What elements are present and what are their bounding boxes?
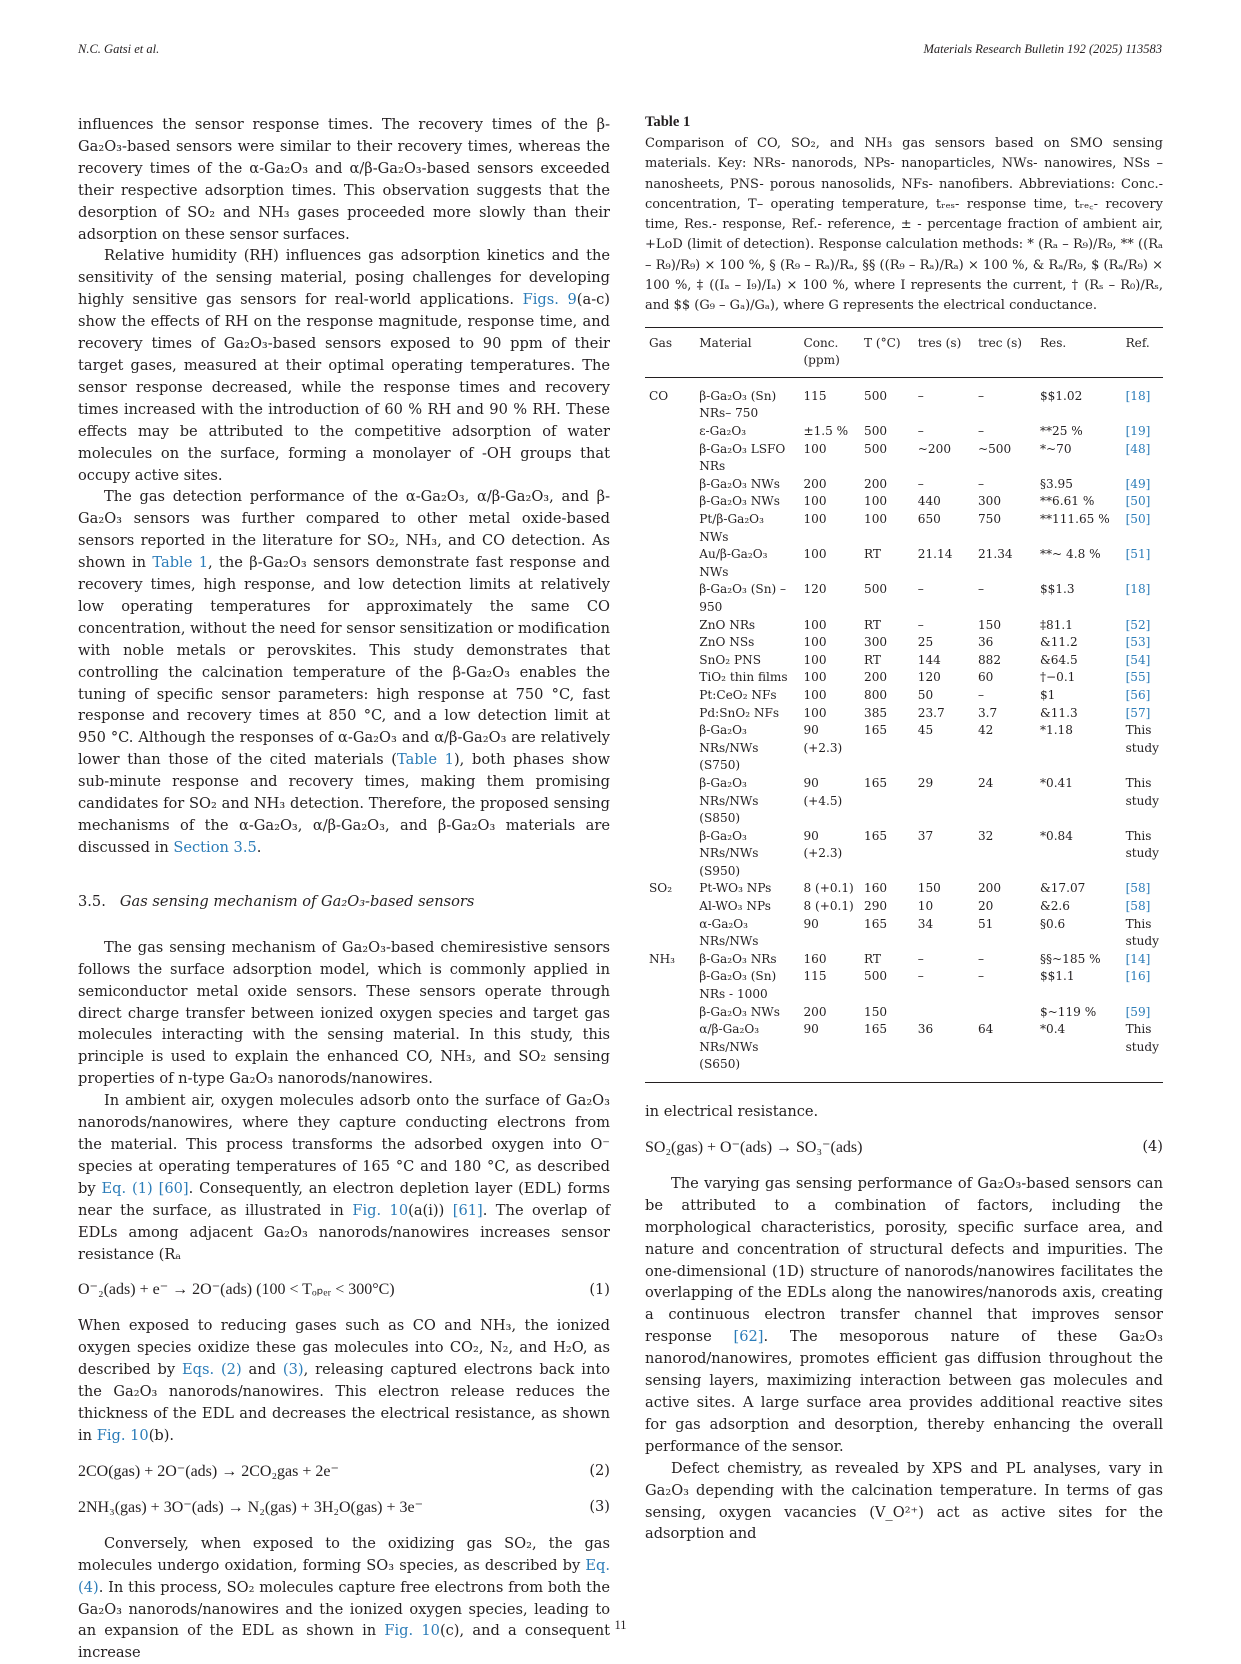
table-cell: [645, 423, 695, 441]
table-cell: 500: [864, 388, 888, 403]
table-caption: Comparison of CO, SO₂, and NH₃ gas sensors based on SMO sensing materials. Key: NRs- nanorods, NPs- nanoparticles, NWs- nanowires, NSs – nanosheets, PNS- porous nanosolids, NFs- nanofibers. Abbreviations: Conc.- concentration, T– operating temperature, tᵣₑₛ- response time, tᵣₑ꜀- recovery time, Res.- response, Ref.- reference, ± - percentage fraction of ambient air, +LoD (limit of detection). Response calculation methods: * (Rₐ – R₉)/R₉, ** ((Rₐ – R₉)/R₉) × 100 %, § (R₉ – Rₐ)/Rₐ, §§ ((R₉ – Rₐ)/Rₐ) × 100 %, & Rₐ/R₉, $ (Rₐ/R₉) × 100 %, ‡ ((Iₐ – I₉)/Iₐ) × 100 %, where I represents the current, † (Rₛ – R₀)/Rₛ, and $$ (G₉ – Gₐ)/Gₐ), where G represents the electrical conductance.: [645, 136, 1163, 314]
table-cell: [645, 441, 695, 476]
table-cell: β-Ga₂O₃ (Sn) NRs - 1000: [699, 969, 777, 1002]
table-row: [645, 423, 1163, 441]
table-cell[interactable]: [59]: [1125, 1004, 1151, 1019]
column-header: Material: [699, 335, 752, 350]
table-cell: –: [977, 424, 985, 439]
table-cell: Al-WO₃ NPs: [699, 899, 771, 914]
table-cell: 800: [864, 687, 888, 702]
table-cell[interactable]: [51]: [1125, 547, 1151, 562]
table-cell[interactable]: [54]: [1125, 652, 1151, 667]
table-cell: This study: [1125, 723, 1160, 755]
table-cell: ~200: [917, 441, 952, 456]
table-row: [645, 898, 1163, 916]
paragraph: [78, 1315, 610, 1446]
table-row: [645, 1021, 1163, 1082]
table-cell: 100: [803, 494, 827, 509]
table-cell: 150: [864, 1004, 888, 1019]
text: In ambient air, oxygen molecules adsorb onto the surface of Ga₂O₃ nanorods/nanowires, where they capture conducting electrons from the material. This process transforms the adsorbed oxygen into O⁻ species at operating temperatures of 165 °C and 180 °C, as described by: [78, 1092, 610, 1197]
table-row: [645, 828, 1163, 881]
table-cell: [645, 705, 695, 723]
table-cell: 36: [977, 635, 994, 650]
text: Conversely, when exposed to the oxidizing gas SO₂, the gas molecules undergo oxidation, forming SO₃ species, as described by: [78, 1534, 610, 1574]
equation-number: (3): [589, 1498, 610, 1516]
table-cell: $~119 %: [1039, 1004, 1097, 1019]
table-cell: RT: [864, 951, 881, 966]
table-cell: 160: [803, 951, 827, 966]
table-cell: *1.18: [1039, 723, 1073, 738]
equation-text: 2CO(gas) + 2O⁻(ads) → 2CO₂gas + 2e⁻: [78, 1462, 339, 1480]
table-row: [645, 511, 1163, 546]
table-cell: 300: [864, 635, 888, 650]
table-cell: β-Ga₂O₃ NRs/NWs (S950): [699, 828, 759, 878]
table-cell: 34: [917, 916, 934, 931]
table-cell: ‡81.1: [1039, 617, 1073, 632]
table-cell: 64: [977, 1022, 994, 1037]
table-cell[interactable]: [52]: [1125, 617, 1151, 632]
table-cell: **25 %: [1039, 424, 1083, 439]
column-header: Ref.: [1125, 335, 1150, 350]
table-cell: 8 (+0.1): [803, 899, 854, 914]
table-cell: β-Ga₂O₃ (Sn) – 950: [699, 582, 787, 614]
table-cell[interactable]: [53]: [1125, 635, 1151, 650]
table-cell: 144: [917, 652, 941, 667]
table-cell[interactable]: [48]: [1125, 441, 1151, 456]
comparison-table: [645, 327, 1163, 1083]
table-cell: ±1.5 %: [803, 424, 849, 439]
table-cell[interactable]: [19]: [1125, 424, 1151, 439]
table-cell[interactable]: [55]: [1125, 670, 1151, 685]
table-cell: [645, 511, 695, 546]
table-cell: 100: [803, 617, 827, 632]
table-cell: Pt-WO₃ NPs: [699, 881, 772, 896]
table-cell: 10: [917, 899, 934, 914]
table-cell: 165: [864, 723, 888, 738]
table-cell: **111.65 %: [1039, 512, 1110, 527]
table-cell: β-Ga₂O₃ NRs: [699, 951, 777, 966]
column-header: tres (s): [917, 335, 962, 350]
table-cell: RT: [864, 652, 881, 667]
table-cell[interactable]: [49]: [1125, 476, 1151, 491]
table-body: [645, 377, 1163, 1082]
paragraph: influences the sensor response times. The recovery times of the β-Ga₂O₃-based sensors were similar to their recovery times, whereas the recovery times of the α-Ga₂O₃ and α/β-Ga₂O₃-based sensors exceeded their respective adsorption times. This observation suggests that the desorption of SO₂ and NH₃ gases proceeded more slowly than their adsorption on these sensor surfaces.: [78, 116, 610, 243]
table-cell: **~ 4.8 %: [1039, 547, 1101, 562]
equation-link[interactable]: (3): [282, 1361, 304, 1379]
table-cell: 50: [917, 687, 934, 702]
paragraph: [645, 1173, 1163, 1458]
table-cell: β-Ga₂O₃ (Sn) NRs– 750: [699, 388, 777, 421]
table-cell: §§~185 %: [1039, 951, 1101, 966]
table-cell: *~70: [1039, 441, 1072, 456]
column-header: Gas: [649, 335, 673, 350]
table-cell: 100: [803, 512, 827, 527]
table-cell: ε-Ga₂O₃: [699, 424, 747, 439]
table-row: [645, 968, 1163, 1003]
table-row: [645, 669, 1163, 687]
table-row: [645, 617, 1163, 635]
table-cell: §0.6: [1039, 916, 1066, 931]
table-cell: [914, 1004, 974, 1022]
table-cell: [645, 898, 695, 916]
table-cell: $1: [1039, 687, 1056, 702]
table-cell: 24: [977, 775, 994, 790]
table-cell: *0.84: [1039, 828, 1073, 843]
paragraph: [78, 1090, 610, 1265]
paragraph: [78, 486, 610, 858]
equation-number: (2): [589, 1462, 610, 1480]
column-header: trec (s): [977, 335, 1023, 350]
table-cell: 21.14: [917, 547, 953, 562]
table-cell: [645, 634, 695, 652]
table-cell: β-Ga₂O₃ NWs: [699, 494, 780, 509]
table-cell: 200: [864, 670, 888, 685]
table-cell: 120: [917, 670, 941, 685]
table-row: [645, 493, 1163, 511]
table-cell: 100: [803, 687, 827, 702]
table-cell: 36: [917, 1022, 934, 1037]
table-row: [645, 880, 1163, 898]
table-cell: 37: [917, 828, 934, 843]
table-cell: –: [917, 617, 924, 632]
table-cell: 200: [864, 476, 888, 491]
table-cell: 100: [803, 652, 827, 667]
table-cell: RT: [864, 617, 881, 632]
table-cell: [645, 916, 695, 951]
table-cell: β-Ga₂O₃ LSFO NRs: [699, 441, 786, 474]
equation-number: (1): [589, 1280, 610, 1298]
table-cell: &64.5: [1039, 652, 1078, 667]
table-cell: [645, 617, 695, 635]
table-cell: $$1.3: [1039, 582, 1075, 597]
text: (a-c) show the effects of RH on the response magnitude, response time, and recovery times of Ga₂O₃-based sensors exposed to 90 ppm of their target gases, measured at their optimal operating temperatures. The sensor response decreased, while the response times and recovery times increased with the introduction of 60 % RH and 90 % RH. These effects may be attributed to the competitive adsorption of water molecules on the surface, forming a monolayer of -OH groups that occupy active sites.: [78, 291, 610, 484]
left-column: [78, 114, 610, 1664]
table-cell: 25: [917, 635, 934, 650]
table-cell: 115: [803, 969, 827, 984]
table-link[interactable]: Table 1: [397, 751, 454, 769]
section-link[interactable]: Section 3.5: [173, 838, 257, 856]
table-cell: 500: [864, 424, 888, 439]
text: and: [248, 1361, 276, 1379]
table-cell: **6.61 %: [1039, 494, 1095, 509]
table-cell: –: [977, 951, 985, 966]
paragraph: Defect chemistry, as revealed by XPS and PL analyses, vary in Ga₂O₃ depending with the calcination temperature. In terms of gas sensing, oxygen vacancies (V_O²⁺) act as active sites for the adsorption and: [645, 1459, 1163, 1543]
table-cell: –: [977, 582, 985, 597]
table-cell: Pt/β-Ga₂O₃ NWs: [699, 512, 764, 544]
table-cell: [645, 722, 695, 775]
table-cell: –: [917, 951, 924, 966]
table-cell[interactable]: [50]: [1125, 494, 1151, 509]
table-cell: 100: [803, 547, 827, 562]
table-row: [645, 722, 1163, 775]
table-cell: RT: [864, 547, 881, 562]
table-cell: –: [917, 476, 924, 491]
table-cell[interactable]: [18]: [1125, 388, 1151, 403]
equation-link[interactable]: Eq. (4): [78, 1556, 610, 1596]
table-cell: 500: [864, 969, 888, 984]
column-header: Conc. (ppm): [803, 335, 840, 368]
table-cell: &2.6: [1039, 899, 1070, 914]
table-title: Table 1: [645, 114, 691, 130]
text: .: [256, 838, 262, 856]
citation-link[interactable]: [60]: [158, 1179, 189, 1197]
text: . In this process, SO₂ molecules capture free electrons from both the Ga₂O₃ nanorods/nanowires and the ionized oxygen species, leading to an expansion of the EDL as shown in: [78, 1578, 610, 1640]
equation-number: (4): [1142, 1138, 1163, 1156]
equation-text: O⁻₂(ads) + e⁻ → 2O⁻(ads) (100 < Tₒₚₑᵣ < 300°C): [78, 1281, 395, 1299]
table-cell: –: [917, 388, 924, 403]
table-link[interactable]: Table 1: [152, 554, 208, 572]
table-cell[interactable]: [58]: [1125, 899, 1151, 914]
table-cell: 32: [977, 828, 994, 843]
table-cell: This study: [1125, 916, 1160, 949]
table-cell: α-Ga₂O₃ NRs/NWs: [699, 916, 759, 949]
table-cell: SnO₂ PNS: [699, 652, 761, 667]
table-cell[interactable]: [56]: [1125, 687, 1151, 702]
table-cell: TiO₂ thin films: [699, 670, 788, 685]
table-cell: [645, 1004, 695, 1022]
table-cell: *0.41: [1039, 775, 1073, 790]
column-header: T (°C): [864, 335, 901, 350]
text: ), both phases show sub-minute response and recovery times, making them promising candidates for SO₂ and NH₃ detection. Therefore, the proposed sensing mechanisms of the α-Ga₂O₃, α/β-Ga₂O₃, and β-Ga₂O₃ materials are discussed in: [78, 751, 611, 856]
table-cell: –: [917, 424, 924, 439]
table-cell: 20: [977, 899, 994, 914]
table-cell: 51: [977, 916, 994, 931]
table-header-row: [645, 327, 1163, 377]
table-row: [645, 775, 1163, 828]
table-row: [645, 687, 1163, 705]
table-cell: –: [977, 476, 985, 491]
citation-link[interactable]: [62]: [733, 1328, 764, 1346]
table-cell: 160: [864, 881, 888, 896]
table-row: [645, 951, 1163, 969]
equation-link[interactable]: Eqs. (2): [181, 1361, 242, 1379]
table-cell: [645, 546, 695, 581]
table-cell: β-Ga₂O₃ NRs/NWs (S750): [699, 723, 759, 773]
equation-text: SO₂(gas) + O⁻(ads) → SO₃⁻(ads): [645, 1138, 863, 1156]
table-row: [645, 705, 1163, 723]
table-cell: 200: [803, 1004, 827, 1019]
figure-link[interactable]: Fig. 10: [352, 1201, 409, 1219]
text: The gas detection performance of the α-Ga₂O₃, α/β-Ga₂O₃, and β-Ga₂O₃ sensors was further compared to other metal oxide-based sensors reported in the literature for SO₂, NH₃, and CO detection. As shown in: [78, 488, 610, 572]
figure-link[interactable]: Figs. 9: [522, 291, 577, 309]
table-cell: 385: [864, 705, 888, 720]
table-cell: 100: [803, 635, 827, 650]
table-cell: 290: [864, 899, 888, 914]
table-cell: β-Ga₂O₃ NRs/NWs (S850): [699, 775, 759, 826]
page-number: 11: [614, 1618, 627, 1632]
table-cell: 100: [864, 494, 888, 509]
table-cell: $$1.1: [1039, 969, 1075, 984]
table-row: [645, 377, 1163, 423]
table-row: [645, 1004, 1163, 1022]
table-cell: $$1.02: [1039, 388, 1083, 403]
table-cell: 90 (+2.3): [803, 723, 843, 755]
table-row: [645, 476, 1163, 494]
text: , releasing captured electrons back into the Ga₂O₃ nanorods/nanowires. This electron release reduces the thickness of the EDL and decreases the electrical resistance, as shown in: [78, 1361, 610, 1444]
text: Relative humidity (RH) influences gas adsorption kinetics and the sensitivity of the sensing material, posing challenges for developing highly sensitive gas sensors for real-world applications.: [78, 247, 610, 309]
citation-link[interactable]: [61]: [452, 1201, 483, 1219]
table-cell: 150: [917, 881, 941, 896]
table-cell: –: [917, 969, 924, 984]
table-cell: Pd:SnO₂ NFs: [699, 705, 780, 720]
table-cell: 882: [977, 652, 1002, 667]
table-cell: 500: [864, 441, 888, 456]
section-number: 3.5.: [78, 892, 106, 910]
table-cell: 165: [864, 775, 888, 790]
table-row: [645, 634, 1163, 652]
equation-1: [78, 1279, 610, 1299]
text: When exposed to reducing gases such as CO and NH₃, the ionized oxygen species oxidize these gas molecules into CO₂, N₂, and H₂O, as described by: [78, 1317, 610, 1379]
table-cell[interactable]: [50]: [1125, 512, 1151, 527]
section-heading: [78, 893, 610, 910]
table-cell: [645, 687, 695, 705]
table-cell: 165: [864, 828, 888, 843]
table-cell: &11.2: [1039, 635, 1078, 650]
table-cell: ~500: [977, 441, 1012, 456]
table-cell: 60: [977, 670, 994, 685]
table-cell: 440: [917, 494, 941, 509]
table-cell[interactable]: [57]: [1125, 705, 1151, 720]
table-cell: This study: [1125, 1022, 1160, 1054]
table-cell: –: [917, 582, 924, 597]
table-cell: This study: [1125, 775, 1160, 808]
table-cell: 100: [803, 670, 827, 685]
table-cell: &11.3: [1039, 705, 1078, 720]
table-cell: 100: [803, 705, 827, 720]
paragraph: in electrical resistance.: [645, 1103, 819, 1121]
equation-2: [78, 1461, 610, 1481]
running-header-journal: Materials Research Bulletin 192 (2025) 113583: [923, 42, 1162, 56]
running-header-authors: N.C. Gatsi et al.: [78, 42, 160, 56]
table-cell: α/β-Ga₂O₃ NRs/NWs (S650): [699, 1022, 760, 1072]
table-cell: SO₂: [649, 881, 673, 896]
equation-link[interactable]: Eq. (1): [101, 1179, 153, 1197]
table-cell: Pt:CeO₂ NFs: [699, 687, 777, 702]
table-row: [645, 652, 1163, 670]
table-cell: Au/β-Ga₂O₃ NWs: [699, 547, 768, 579]
text: (c), and a consequent increase: [78, 1622, 611, 1662]
table-cell: [645, 581, 695, 616]
table-row: [645, 441, 1163, 476]
table-cell: 750: [977, 512, 1002, 527]
table-cell: [645, 652, 695, 670]
table-cell: 90 (+4.5): [803, 775, 843, 808]
table-cell: 90: [803, 1022, 819, 1037]
table-cell: 42: [977, 723, 994, 738]
equation-4: [645, 1137, 1163, 1157]
table-cell[interactable]: [58]: [1125, 881, 1151, 896]
table-cell: 150: [977, 617, 1002, 632]
table-cell: 45: [917, 723, 934, 738]
table-row: [645, 546, 1163, 581]
table-cell[interactable]: [14]: [1125, 951, 1151, 966]
table-cell[interactable]: [18]: [1125, 582, 1151, 597]
table-cell: –: [977, 388, 985, 403]
equation-3: [78, 1497, 610, 1517]
table-cell: 500: [864, 582, 888, 597]
table-row: [645, 916, 1163, 951]
table-cell: [645, 476, 695, 494]
table-cell: [645, 828, 695, 881]
column-header: Res.: [1039, 335, 1067, 350]
table-cell: 90 (+2.3): [803, 828, 843, 861]
table-cell: *0.4: [1039, 1022, 1066, 1037]
table-cell: 100: [864, 512, 888, 527]
paragraph: [78, 1533, 610, 1664]
text: . The overlap of EDLs among adjacent Ga₂O₃ nanorods/nanowires increases sensor resistance (Rₐ: [78, 1201, 611, 1263]
table-cell: 120: [803, 582, 827, 597]
table-cell: CO: [649, 388, 669, 403]
table-cell: 23.7: [917, 705, 945, 720]
table-cell: 100: [803, 441, 827, 456]
section-title: Gas sensing mechanism of Ga₂O₃-based sensors: [119, 892, 475, 910]
table-cell: NH₃: [649, 951, 675, 966]
table-cell: ZnO NRs: [699, 617, 756, 632]
table-cell: †−0.1: [1039, 670, 1076, 685]
table-row: [645, 581, 1163, 616]
paragraph: The gas sensing mechanism of Ga₂O₃-based chemiresistive sensors follows the surface adsorption model, which is commonly applied in semiconductor metal oxide sensors. These sensors operate through direct charge transfer between ionized oxygen species and target gas molecules interacting with the sensing material. In this study, this principle is used to explain the enhanced CO, NH₃, and SO₂ sensing properties of n-type Ga₂O₃ nanorods/nanowires.: [78, 938, 610, 1088]
text: , the β-Ga₂O₃ sensors demonstrate fast response and recovery times, high response, and low detection limits at relatively low operating temperatures for approximately the same CO concentration, without the need for sensor sensitization or modification with noble metals or perovskites. This study demonstrates that controlling the calcination temperature of the β-Ga₂O₃ enables the tuning of specific sensor parameters: high response at 750 °C, fast response and recovery times at 850 °C, and a low detection limit at 950 °C. Although the responses of α-Ga₂O₃ and α/β-Ga₂O₃ are relatively lower than those of the cited materials (: [78, 554, 610, 769]
figure-link[interactable]: Fig. 10: [384, 1622, 440, 1640]
paragraph: [78, 245, 610, 486]
text: (b).: [148, 1426, 175, 1444]
right-column: [645, 114, 1163, 1545]
table-cell: 200: [977, 881, 1002, 896]
figure-link[interactable]: Fig. 10: [96, 1426, 149, 1444]
text: (a(i)): [408, 1201, 445, 1219]
table-cell: [645, 968, 695, 1003]
table-cell: [974, 1004, 1036, 1022]
table-cell: [645, 493, 695, 511]
table-cell: [645, 775, 695, 828]
table-cell: &17.07: [1039, 881, 1086, 896]
table-cell: [645, 669, 695, 687]
table-cell: 29: [917, 775, 934, 790]
text: . The mesoporous nature of these Ga₂O₃ nanorod/nanowires, promotes efficient gas diffusion throughout the sensing layers, maximizing interaction between gas molecules and active sites. A large surface area provides additional reactive sites for gas adsorption and desorption, thereby enhancing the overall performance of the sensor.: [645, 1328, 1164, 1455]
table-cell: This study: [1125, 828, 1160, 861]
table-cell: [645, 1021, 695, 1082]
table-cell: 21.34: [977, 547, 1013, 562]
table-cell: §3.95: [1039, 476, 1073, 491]
equation-text: 2NH₃(gas) + 3O⁻(ads) → N₂(gas) + 3H₂O(gas) + 3e⁻: [78, 1498, 424, 1516]
table-cell: 200: [803, 476, 827, 491]
table-cell: 650: [917, 512, 941, 527]
text: . Consequently, an electron depletion layer (EDL) forms near the surface, as illustrated in: [78, 1179, 611, 1219]
table-cell[interactable]: [16]: [1125, 969, 1151, 984]
table-cell: 90: [803, 916, 819, 931]
table-cell: 165: [864, 1022, 888, 1037]
table-cell: –: [977, 687, 985, 702]
table-cell: 115: [803, 388, 827, 403]
table-cell: 300: [977, 494, 1002, 509]
table-cell: ZnO NSs: [699, 635, 755, 650]
table-cell: 3.7: [977, 705, 998, 720]
table-cell: β-Ga₂O₃ NWs: [699, 1004, 780, 1019]
table-cell: β-Ga₂O₃ NWs: [699, 476, 780, 491]
table-cell: 165: [864, 916, 888, 931]
text: The varying gas sensing performance of Ga₂O₃-based sensors can be attributed to a combination of factors, including the morphological characteristics, porosity, specific surface area, and nature and concentration of structural defects and impurities. The one-dimensional (1D) structure of nanorods/nanowires facilitates the overlapping of the EDLs along the nanowires/nanorods axis, creating a continuous electron transfer channel that improves sensor response: [645, 1174, 1163, 1346]
table-cell: 8 (+0.1): [803, 881, 854, 896]
table-cell: –: [977, 969, 985, 984]
